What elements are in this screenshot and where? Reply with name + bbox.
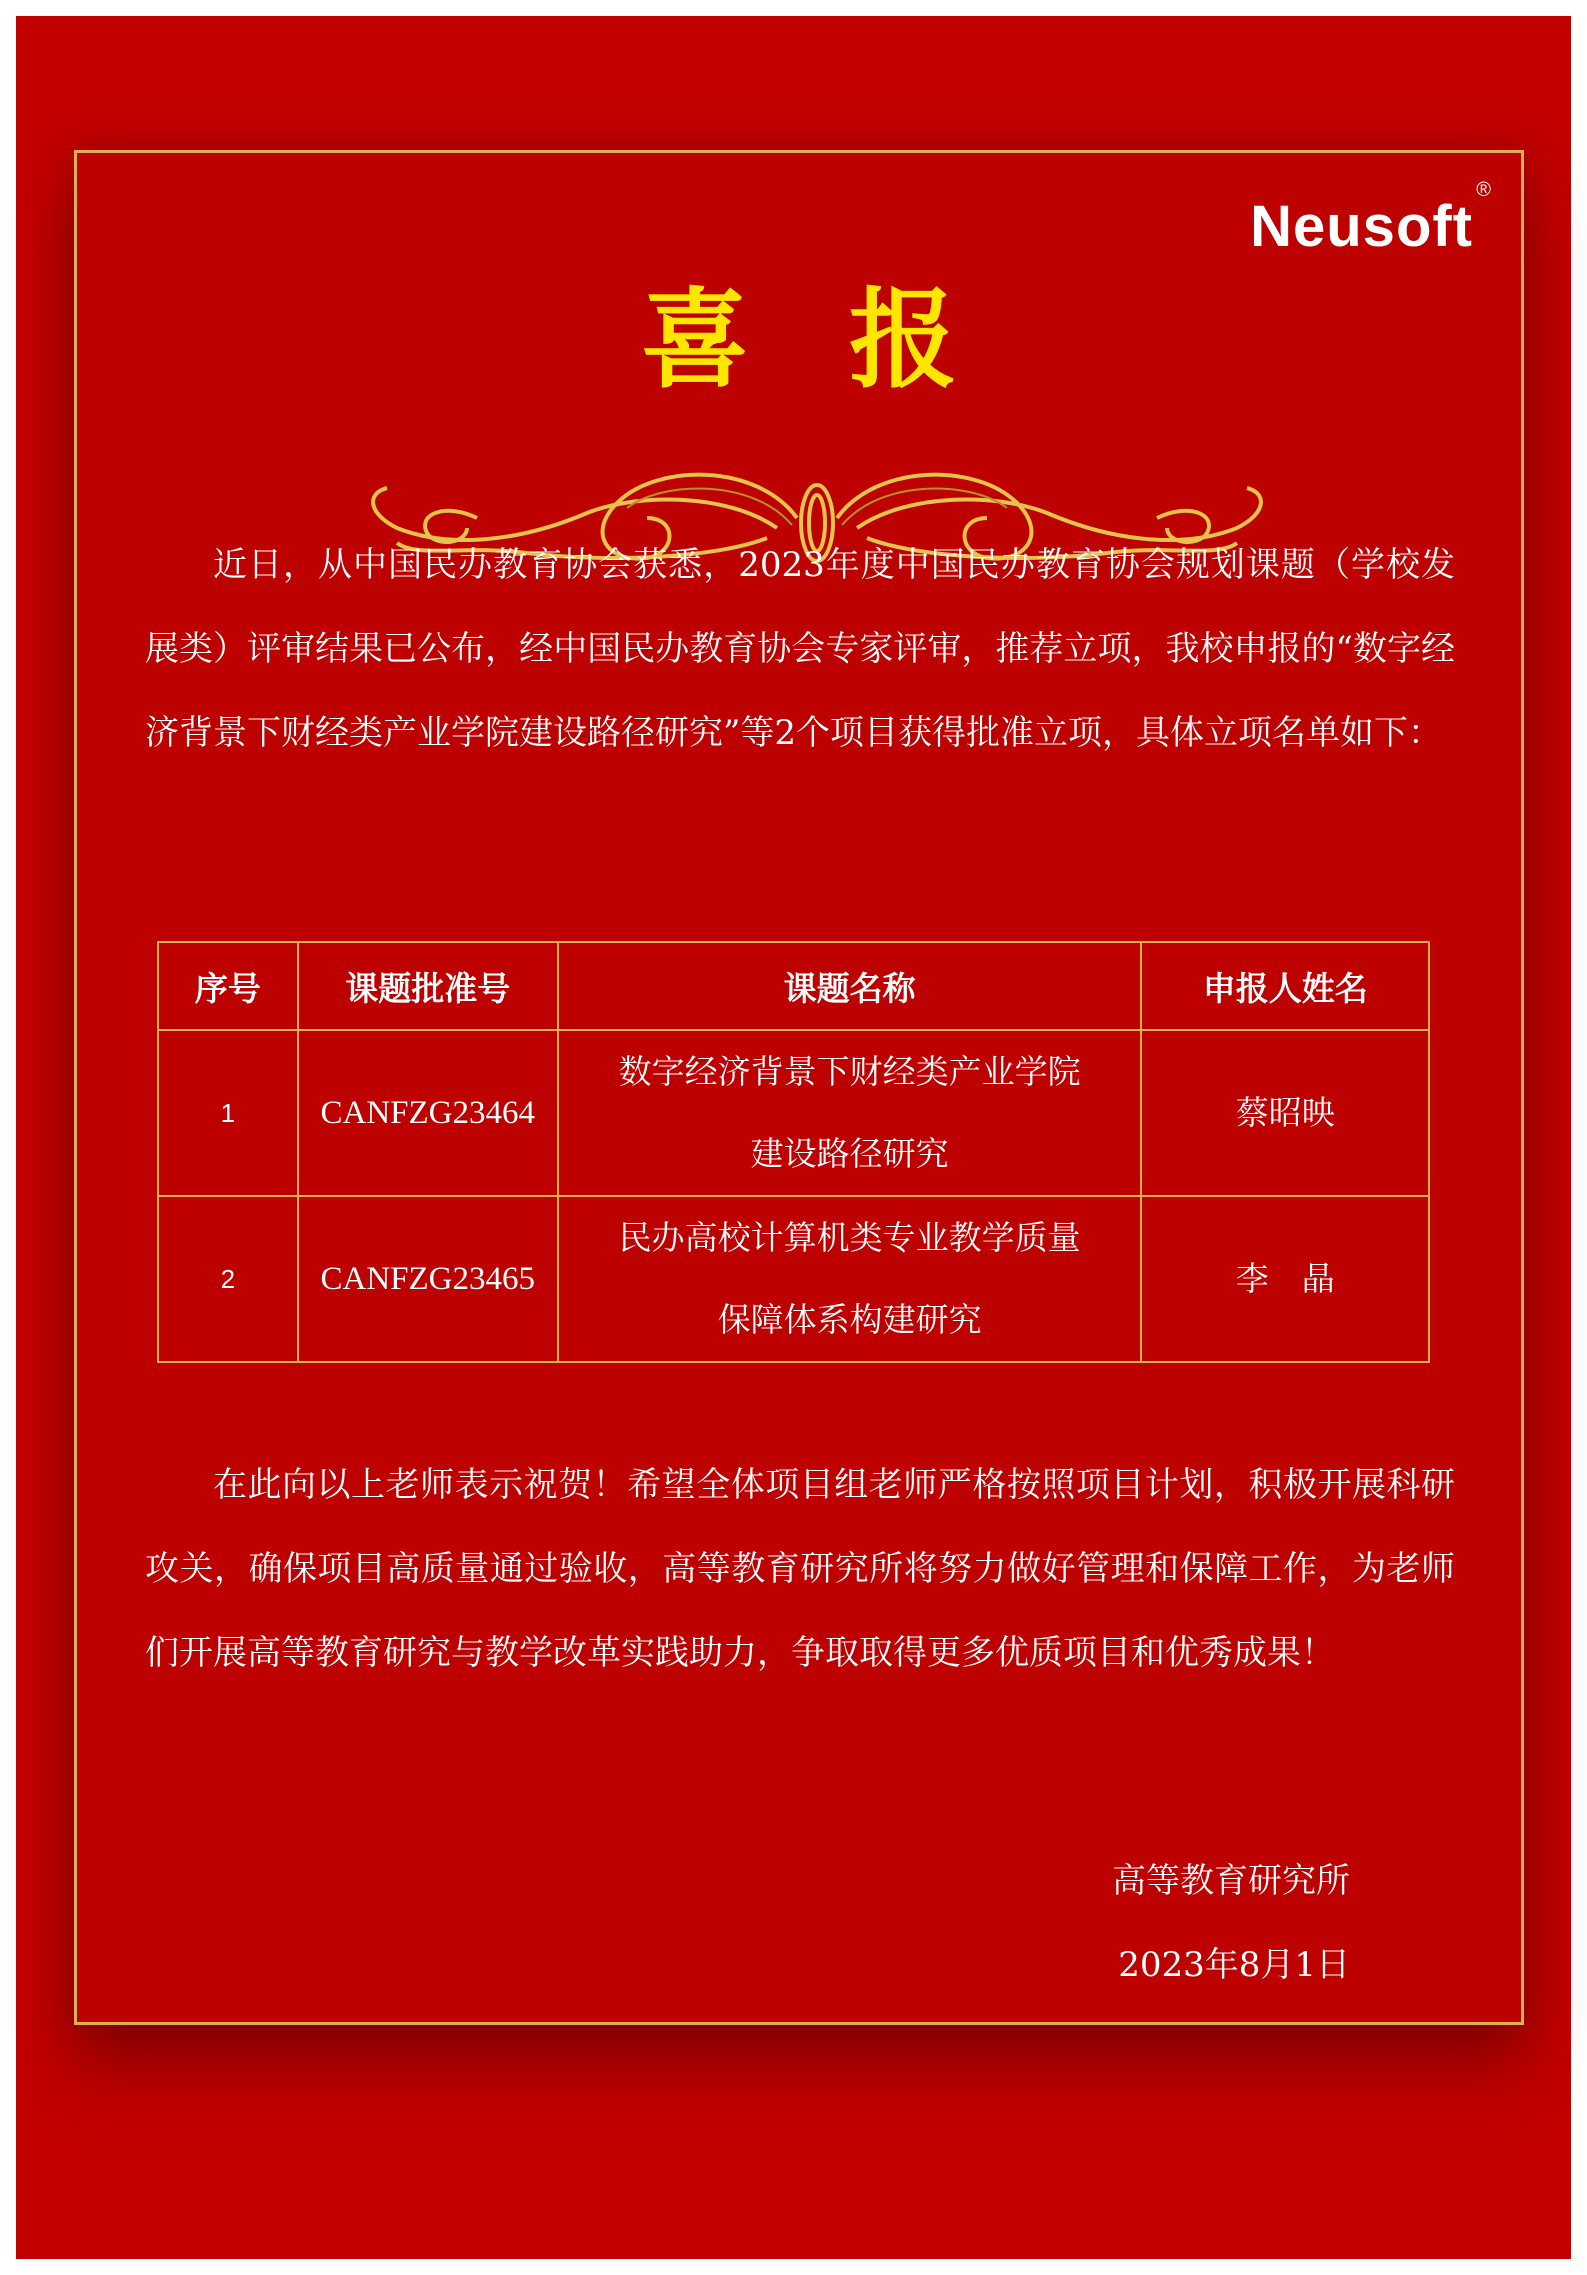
row-project-title (558, 1030, 1142, 1196)
row-applicant: 蔡昭映 (1141, 1030, 1429, 1196)
project-title-line: 数字经济背景下财经类产业学院 (618, 1052, 1081, 1091)
row-applicant: 李 晶 (1141, 1196, 1429, 1362)
closing-paragraph: 在此向以上老师表示祝贺！希望全体项目组老师严格按照项目计划，积极开展科研攻关，确保项目高质量通过验收，高等教育研究所将努力做好管理和保障工作，为老师们开展高等教育研究与教学改革实践助力，争取取得更多优质项目和优秀成果！ (145, 1465, 1455, 1673)
signature-organization: 高等教育研究所 (1112, 1861, 1350, 1901)
row-project-title (558, 1196, 1142, 1362)
table-row (158, 1030, 1429, 1196)
row-approval-number: CANFZG23465 (298, 1196, 558, 1362)
intro-paragraph: 近日，从中国民办教育协会获悉，2023年度中国民办教育协会规划课题（学校发展类）评审结果已公布，经中国民办教育协会专家评审，推荐立项，我校申报的“数字经济背景下财经类产业学院建设路径研究”等2个项目获得批准立项，具体立项名单如下： (145, 545, 1455, 753)
project-table (157, 941, 1430, 1363)
project-title-line: 民办高校计算机类专业教学质量 (618, 1218, 1081, 1257)
table-header-row (158, 942, 1429, 1030)
headline-title: 喜报 (640, 278, 1057, 403)
table-row (158, 1196, 1429, 1362)
neusoft-logo: Neusoft (1250, 194, 1473, 259)
row-index: 1 (158, 1030, 298, 1196)
header-approval-number: 课题批准号 (298, 942, 558, 1030)
signature-date: 2023年8月1日 (1118, 1945, 1350, 1985)
header-applicant: 申报人姓名 (1141, 942, 1429, 1030)
header-index: 序号 (158, 942, 298, 1030)
row-index: 2 (158, 1196, 298, 1362)
project-title-line: 建设路径研究 (750, 1134, 949, 1173)
announcement-poster (74, 150, 1524, 2025)
registered-mark: ® (1476, 179, 1491, 201)
row-approval-number: CANFZG23464 (298, 1030, 558, 1196)
project-title-line: 保障体系构建研究 (717, 1300, 982, 1339)
header-project-title: 课题名称 (558, 942, 1142, 1030)
